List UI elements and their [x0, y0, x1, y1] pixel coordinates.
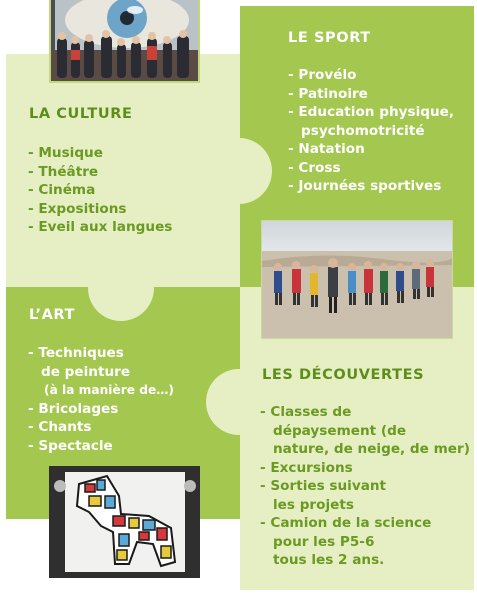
sport-list [288, 66, 454, 196]
list-item: - Musique [28, 145, 103, 161]
list-item: - Excursions [260, 459, 353, 476]
list-item: - Sorties suivant [260, 478, 387, 494]
list-item: - Chants [28, 419, 92, 435]
art-heading: L’ART [29, 307, 76, 323]
photo-mondrian-horse [49, 466, 200, 578]
sport-heading: LE SPORT [288, 30, 371, 46]
list-item: nature, de neige, de mer) [273, 441, 470, 457]
list-item: - Bricolages [28, 400, 119, 417]
list-item: les projets [273, 496, 354, 513]
museum-visit-illustration [51, 0, 200, 83]
list-item: - Classes de [260, 404, 352, 420]
decouvertes-heading: LES DÉCOUVERTES [262, 367, 425, 383]
list-item: - Provélo [288, 67, 357, 83]
mondrian-horse-illustration [49, 466, 200, 578]
list-item: - Cinéma [28, 182, 96, 198]
culture-heading: LA CULTURE [29, 106, 133, 122]
list-item: - Théâtre [28, 163, 99, 180]
list-item: de peinture [41, 363, 131, 380]
list-item: (à la manière de…) [44, 383, 174, 397]
list-item: - Techniques [28, 345, 124, 361]
list-item: - Journées sportives [288, 178, 442, 194]
list-item: dépaysement (de [273, 422, 407, 439]
list-item: tous les 2 ans. [273, 552, 385, 568]
puzzle-tab-culture-art [88, 255, 154, 321]
photo-beach-outing [261, 220, 453, 339]
list-item: psychomotricité [301, 122, 425, 139]
photo-museum-visit [49, 0, 200, 83]
list-item: - Patinoire [288, 85, 368, 102]
art-list [28, 344, 174, 455]
list-item: - Spectacle [28, 437, 113, 454]
culture-list [28, 144, 172, 237]
list-item: - Eveil aux langues [28, 219, 173, 235]
puzzle-blank-sport [206, 138, 272, 204]
list-item: - Expositions [28, 200, 127, 217]
list-item: pour les P5-6 [273, 533, 375, 550]
decouvertes-list [260, 403, 470, 570]
list-item: - Camion de la science [260, 515, 432, 531]
list-item: - Cross [288, 159, 341, 176]
list-item: - Natation [288, 141, 365, 157]
beach-outing-illustration [262, 221, 453, 339]
list-item: - Education physique, [288, 104, 455, 120]
